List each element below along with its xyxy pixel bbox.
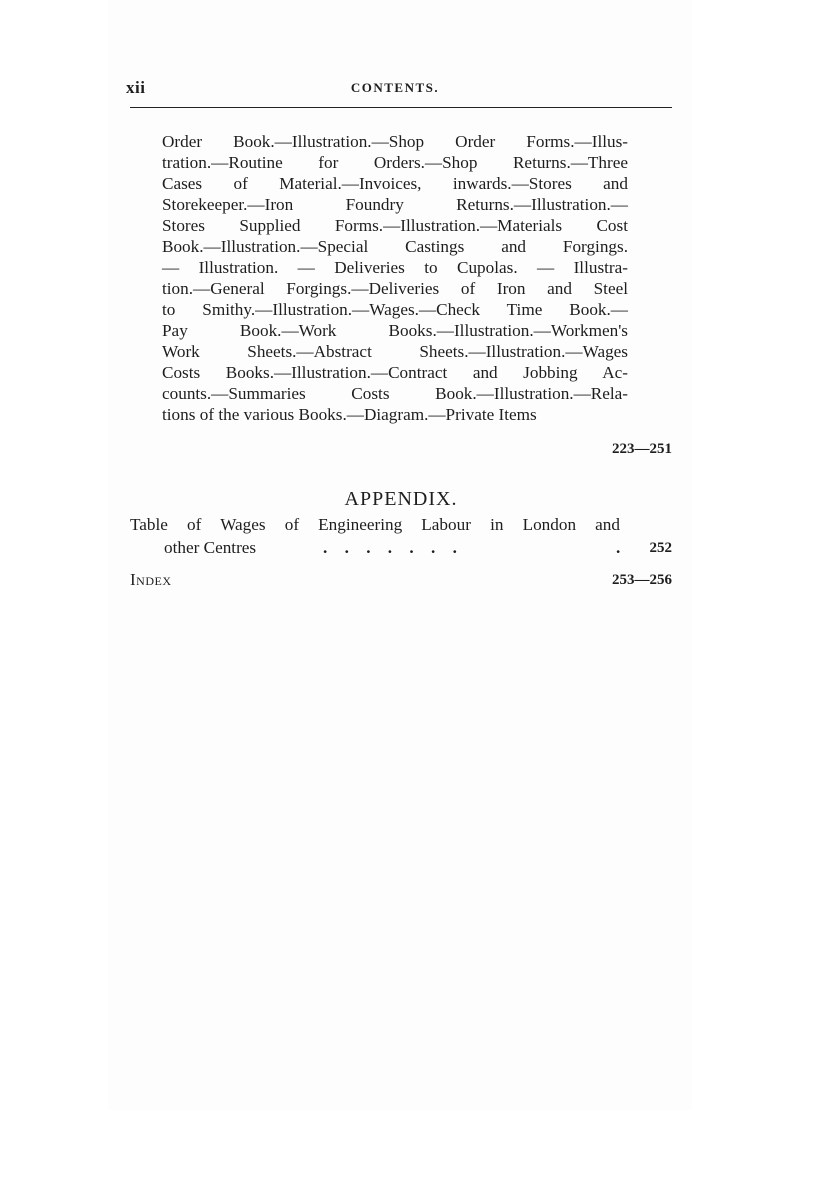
- contents-line: Book.—Illustration.—Special Castings and Forgings.: [162, 237, 628, 256]
- appendix-entry-line2: [164, 538, 672, 558]
- index-page-range: 253—256: [612, 572, 672, 588]
- contents-line: Costs Books.—Illustration.—Contract and Jobbing Ac-: [162, 363, 628, 382]
- appendix-entry-title-cont: other Centres: [164, 538, 257, 557]
- appendix-heading: APPENDIX.: [344, 488, 458, 510]
- chapter-page-range: 223—251: [612, 441, 672, 457]
- page-header: [118, 78, 672, 100]
- running-title: CONTENTS.: [350, 80, 440, 95]
- appendix-entry-line1: Table of Wages of Engineering Labour in London and: [130, 515, 620, 534]
- contents-line: tions of the various Books.—Diagram.—Private Items: [162, 405, 537, 424]
- header-rule: [130, 107, 672, 108]
- contents-line: tration.—Routine for Orders.—Shop Returns.—Three: [162, 153, 628, 172]
- contents-line: — Illustration. — Deliveries to Cupolas. — Illustra-: [162, 258, 628, 277]
- contents-line: Work Sheets.—Abstract Sheets.—Illustration.—Wages: [162, 342, 628, 361]
- index-label: Index: [130, 570, 172, 589]
- leader-dots: .......: [323, 538, 475, 557]
- contents-line: Order Book.—Illustration.—Shop Order Forms.—Illus-: [162, 132, 628, 151]
- index-entry: [130, 570, 672, 592]
- contents-line: Stores Supplied Forms.—Illustration.—Materials Cost: [162, 216, 628, 235]
- contents-line: to Smithy.—Illustration.—Wages.—Check Time Book.—: [162, 300, 628, 319]
- contents-line: Pay Book.—Work Books.—Illustration.—Workmen's: [162, 321, 628, 340]
- chapter-contents: [162, 131, 628, 425]
- appendix-page-number: 252: [649, 540, 672, 556]
- page-number: xii: [126, 78, 146, 97]
- leader-dot-last: .: [616, 538, 621, 557]
- contents-line: Storekeeper.—Iron Foundry Returns.—Illustration.—: [162, 195, 628, 214]
- contents-line: Cases of Material.—Invoices, inwards.—Stores and: [162, 174, 628, 193]
- contents-line: counts.—Summaries Costs Book.—Illustration.—Rela-: [162, 384, 628, 403]
- contents-line: tion.—General Forgings.—Deliveries of Iron and Steel: [162, 279, 628, 298]
